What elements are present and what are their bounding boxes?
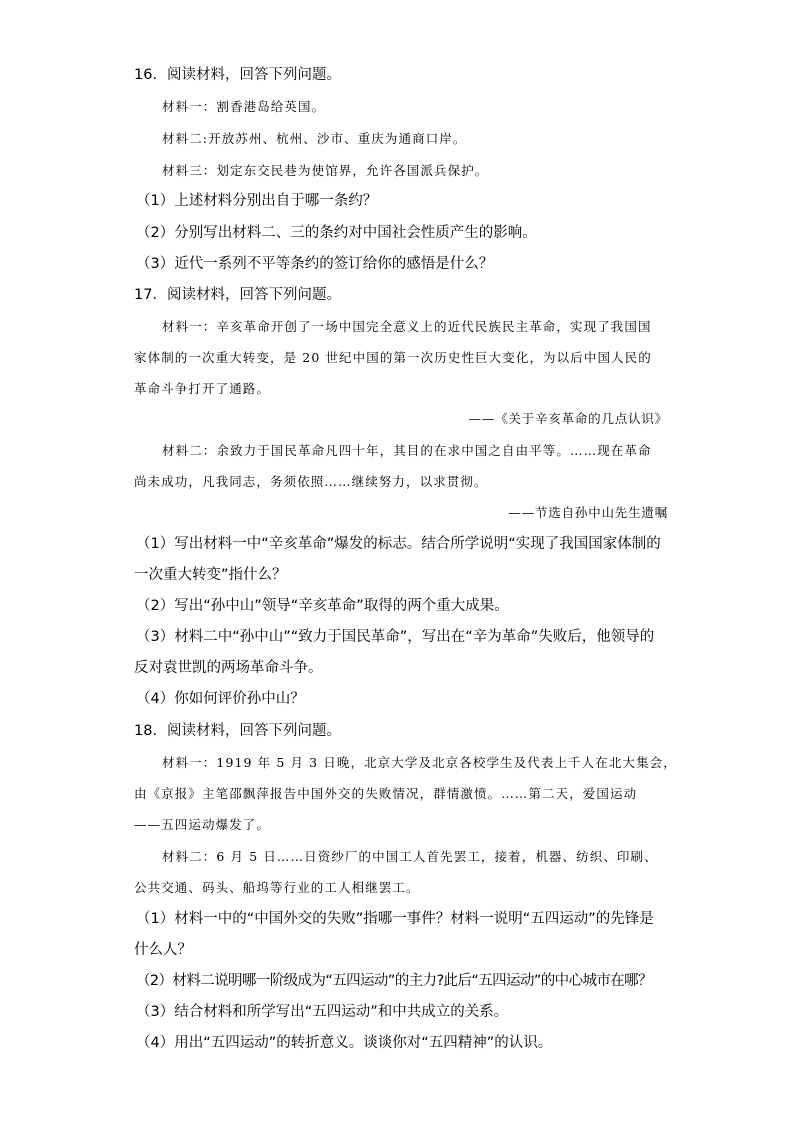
q17-subquestion-4: （4）你如何评价孙中山？ bbox=[136, 691, 305, 707]
q16-subquestion-3: （3）近代一系列不平等条约的签订给你的感悟是什么？ bbox=[136, 256, 494, 272]
q18-subquestion-1-line-2: 什么人？ bbox=[134, 942, 192, 958]
q18-material-1-line-1: 材料一：1919 年 5 月 3 日晚，北京大学及北京各校学生及代表上千人在北大集会， bbox=[162, 755, 677, 770]
q17-material-1-line-2: 家体制的一次重大转变，是 20 世纪中国的第一次历史性巨大变化，为以后中国人民的 bbox=[134, 350, 652, 365]
q17-material-2-source: ——节选自孙中山先生遗嘱 bbox=[508, 505, 668, 520]
q18-material-2-line-1: 材料二：6 月 5 日……日资纱厂的中国工人首先罢工，接着，机器、纺织、印刷、 bbox=[162, 849, 658, 864]
q18-material-1-line-3: ——五四运动爆发了。 bbox=[134, 817, 271, 832]
q17-material-1-source: ——《关于辛亥革命的几点认识》 bbox=[468, 411, 668, 426]
q18-material-1-line-2: 由《京报》主笔邵飘萍报告中国外交的失败情况，群情激愤。……第二天，爱国运动 bbox=[134, 786, 638, 801]
question-17-heading: 17．阅读材料，回答下列问题。 bbox=[134, 287, 341, 303]
q17-subquestion-3-line-1: （3）材料二中“孙中山”“致力于国民革命”，写出在“辛为革命”失败后，他领导的 bbox=[136, 629, 655, 645]
q18-material-2-line-2: 公共交通、码头、船坞等行业的工人相继罢工。 bbox=[134, 880, 420, 895]
q18-subquestion-1-line-1: （1）材料一中的“中国外交的失败”指哪一事件？材料一说明“五四运动”的先锋是 bbox=[136, 911, 654, 927]
q16-subquestion-1: （1）上述材料分别出自于哪一条约？ bbox=[136, 193, 378, 209]
q17-subquestion-2: （2）写出“孙中山”领导“辛亥革命”取得的两个重大成果。 bbox=[136, 598, 509, 614]
q17-subquestion-1-line-2: 一次重大转变”指什么？ bbox=[134, 567, 287, 583]
q17-subquestion-3-line-2: 反对袁世凯的两场革命斗争。 bbox=[134, 660, 323, 676]
q17-subquestion-1-line-1: （1）写出材料一中“辛亥革命”爆发的标志。结合所学说明“实现了我国国家体制的 bbox=[136, 536, 661, 552]
q16-material-2: 材料二:开放苏州、杭州、沙市、重庆为通商口岸。 bbox=[162, 131, 467, 146]
q17-material-1-line-3: 革命斗争打开了通路。 bbox=[134, 381, 271, 396]
q16-material-3: 材料三：划定东交民巷为使馆界，允许各国派兵保护。 bbox=[162, 163, 489, 178]
q18-subquestion-4: （4）用出“五四运动”的转折意义。谈谈你对“五四精神”的认识。 bbox=[136, 1035, 553, 1051]
q18-subquestion-3: （3）结合材料和所学写出“五四运动”和中共成立的关系。 bbox=[136, 1004, 509, 1020]
question-18-heading: 18．阅读材料，回答下列问题。 bbox=[134, 723, 341, 739]
q17-material-1-line-1: 材料一：辛亥革命开创了一场中国完全意义上的近代民族民主革命，实现了我国国 bbox=[162, 319, 652, 334]
q16-subquestion-2: （2）分别写出材料二、三的条约对中国社会性质产生的影响。 bbox=[136, 225, 537, 241]
q17-material-2-line-1: 材料二：余致力于国民革命凡四十年，其目的在求中国之自由平等。……现在革命 bbox=[162, 443, 652, 458]
question-16-heading: 16．阅读材料，回答下列问题。 bbox=[134, 67, 341, 83]
q17-material-2-line-2: 尚未成功，凡我同志，务须依照……继续努力，以求贯彻。 bbox=[134, 474, 488, 489]
q16-material-1: 材料一：割香港岛给英国。 bbox=[162, 99, 326, 114]
q18-subquestion-2: （2）材料二说明哪一阶级成为“五四运动”的主力?此后“五四运动”的中心城市在哪？ bbox=[136, 973, 652, 989]
